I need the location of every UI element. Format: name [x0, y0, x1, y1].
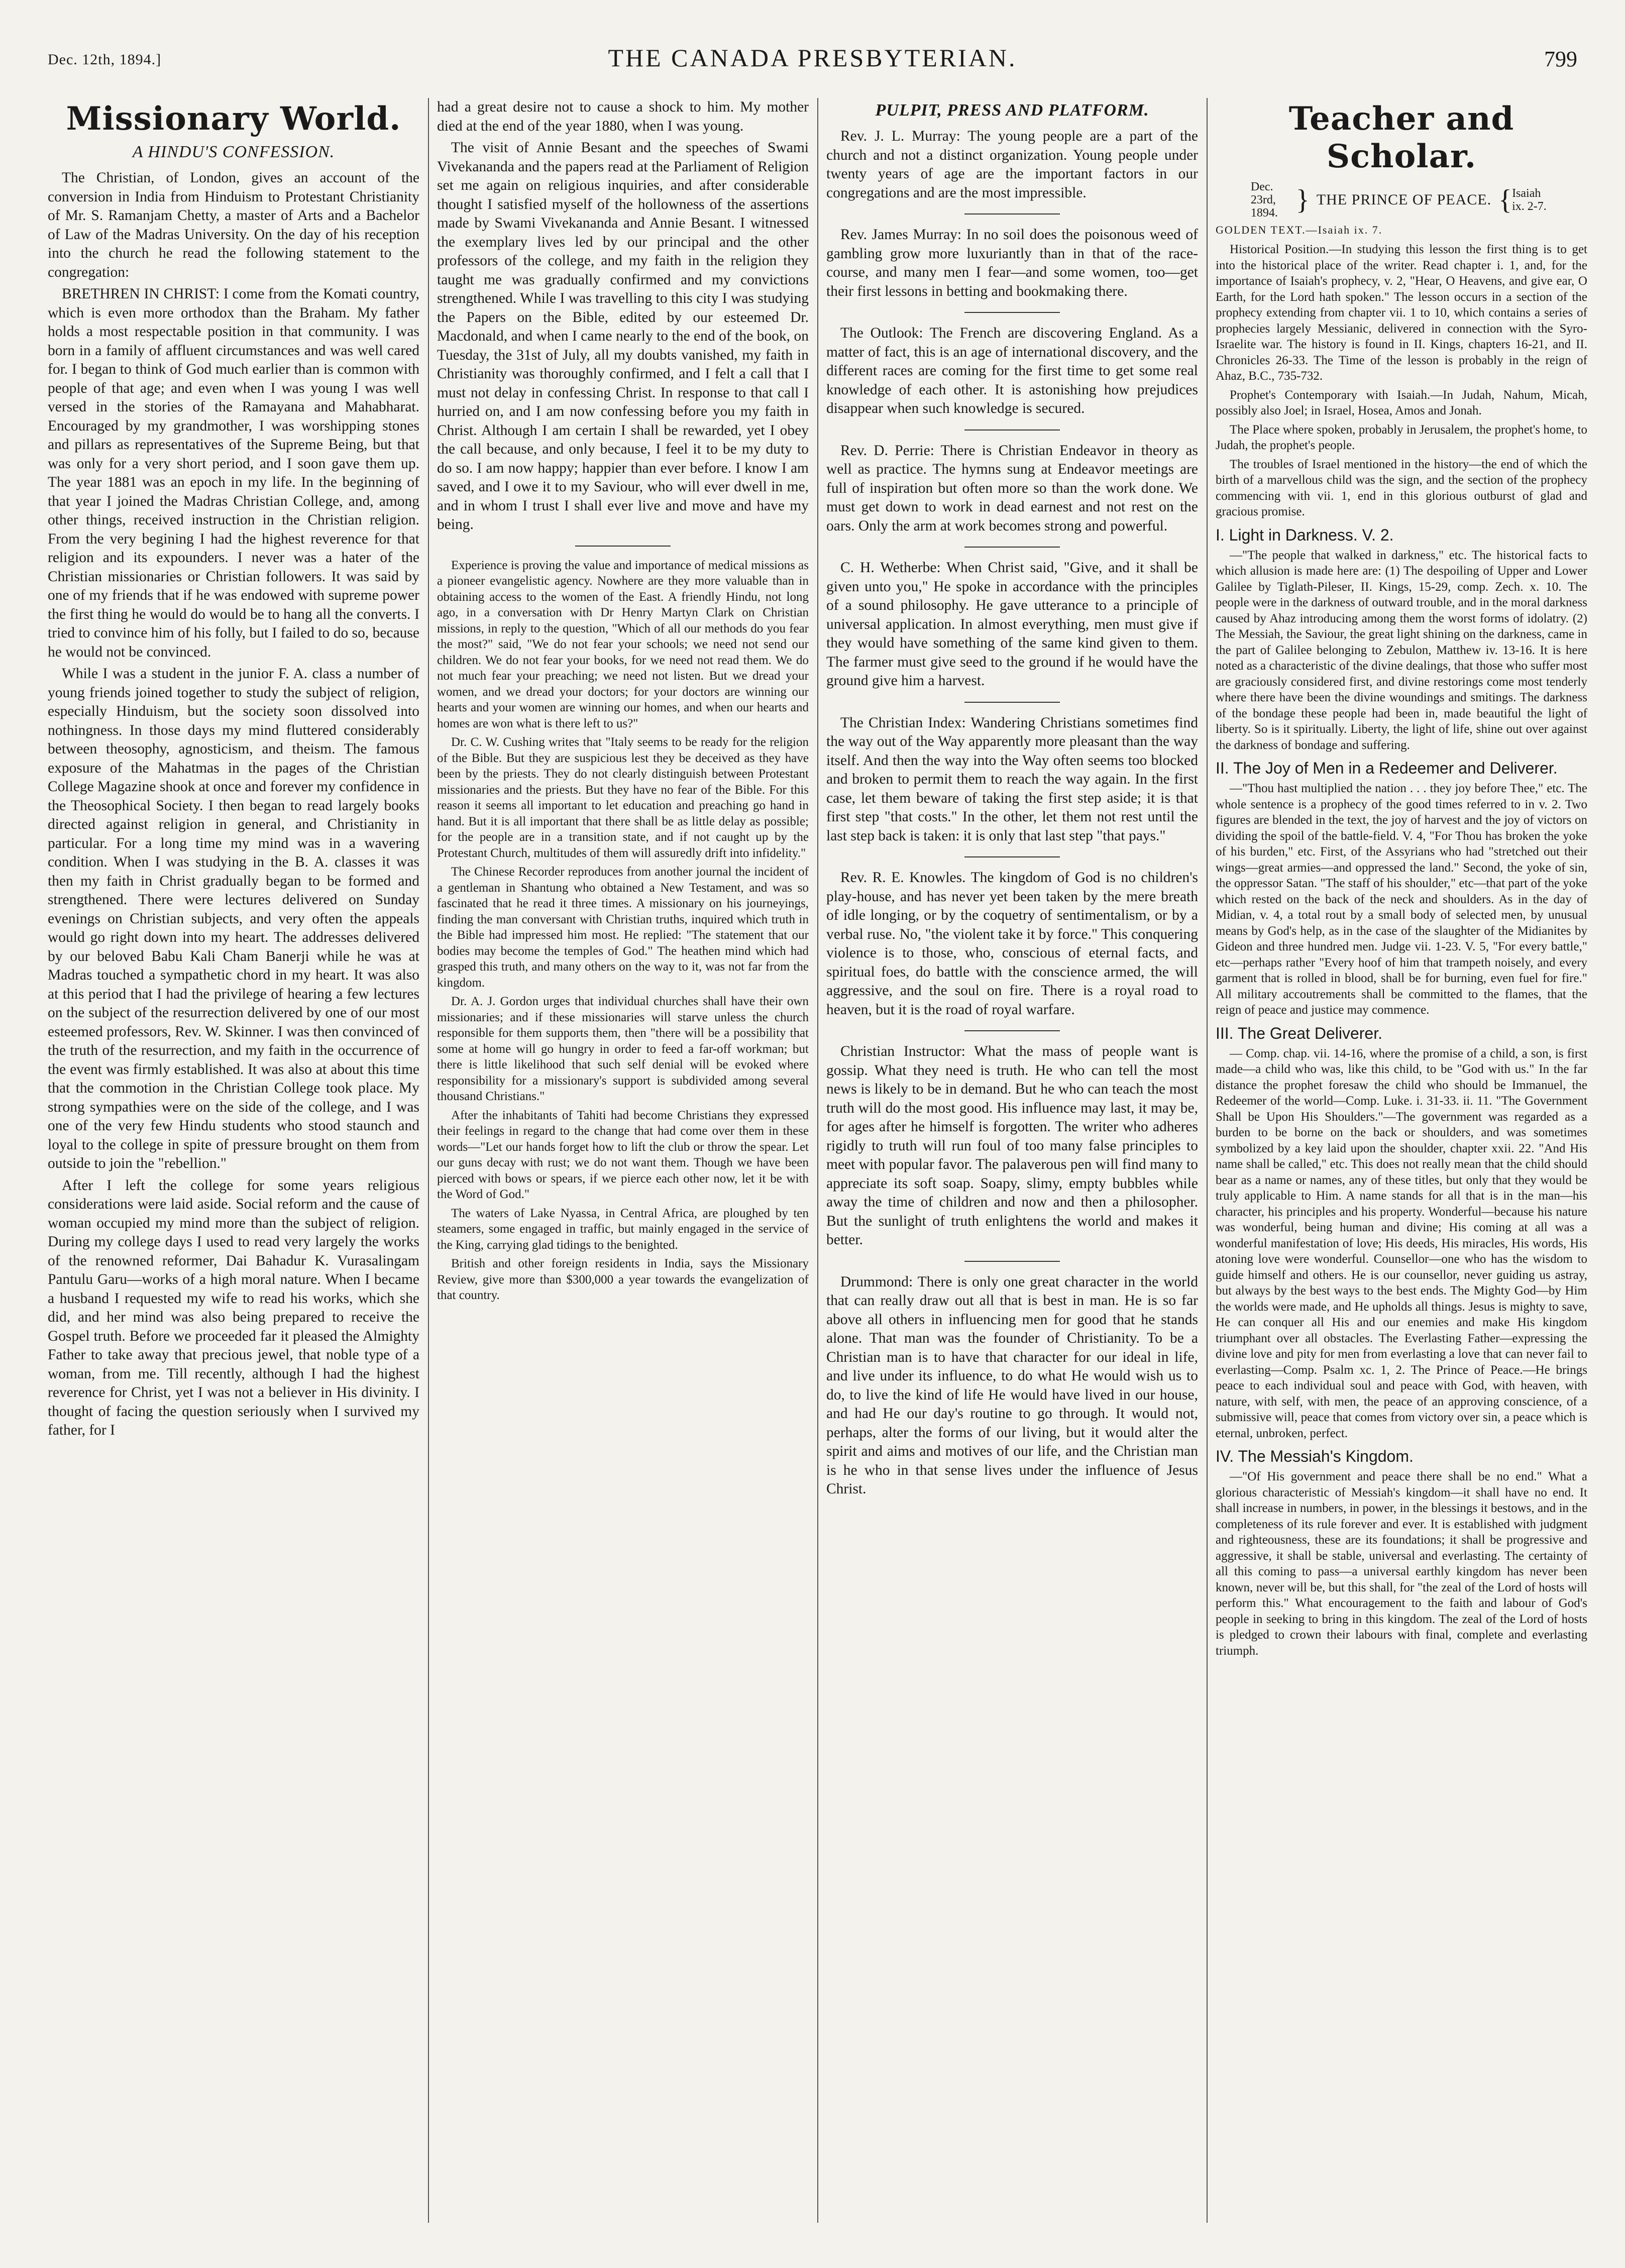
- column-pulpit-press-platform: [826, 98, 1198, 2233]
- section-title: Missionary World.: [66, 100, 401, 138]
- paragraph: While I was a student in the junior F. A. class a number of young friends joined together to study the subject of religion, especially Hinduism, but the society soon dissolved into nothingness. In those days my mind fluttered considerably between theosophy, agnosticism, and theism. The famous exposure of the Mahatmas in the pages of the Christian College Magazine shook at once and forever my confidence in the Theosophical Society. I then began to read largely books directed against religion in general, and Christianity in particular. For a long time my mind was in a wavering condition. When I was studying in the B. A. classes it was then my faith in Christ gradually began to be formed and strengthened. There were lectures delivered on Sunday evenings on Christian subjects, and very often the appeals would go right down into my heart. The addresses delivered by our beloved Babu Kali Cham Banerji while he was at Madras touched a sympathetic chord in my heart. It was also at this period that I had the privilege of hearing a few lectures on the subject of the resurrection delivered by one of our most esteemed professors, Rev. W. Skinner. I was then convinced of the truth of the resurrection, and my faith in the occurrence of the event was firmly established. It was also at about this time that the commotion in the Christian College took place. My strong sympathies were on the side of the college, and I was one of the very few Hindu students who stood staunch and loyal to the college in spite of pressure brought on them from outside to join the "rebellion.": [48, 666, 419, 1171]
- paragraph: Historical Position.—In studying this lesson the first thing is to get into the historical place of the writer. Read chapter i. 1, and, for the importance of Isaiah's prophecy, v. 2, "Hear, O Heavens, and give ear, O Earth, for the Lord hath spoken." The lesson occurs in a section of the prophecy extending from chapter vii. 1 to 10, which contains a series of prophecies largely Messianic, delivered in connection with the Syro-Israelite war. The history is found in II. Kings, chapters 16-21, and II. Chronicles 26-33. The Time of the lesson is probably in the reign of Ahaz, B.C., 735-732.: [1216, 243, 1587, 383]
- paragraph: — Comp. chap. vii. 14-16, where the promise of a child, a son, is first made—a child who was, like this child, to be "God with us." In the far distance the prophet foresaw the child who should be Immanuel, the Redeemer of the world—Comp. Luke. i. 31-33. ii. 11. "The Government Shall be Upon His Shoulders."—The government was regarded as a burden to be borne on the back or shoulders, and was sometimes symbolized by a key laid upon the shoulder, chapter xxii. 22. "And His name shall be called," etc. This does not really mean that the child should bear as a name or names, any of these titles, but only that they would be truly applicable to Him. A name stands for all that is in the man—his character, his principles and his property. Wonderful—because his nature was wonderful, being human and divine; His coming at all was a wonderful manifestation of love; His deeds, His miracles, His words, His atoning love were wonderful. Counsellor—one who has the wisdom to guide himself and others. He is our counsellor, never guiding us astray, but always by the best ways to the best ends. The Mighty God—by Him the worlds were made, and He upholds all things. Jesus is mighty to save, He can conquer all His and our enemies and make His kingdom triumphant over all obstacles. The Everlasting Father—expressing the divine love and pity for men from everlasting a love that can never fail to everlasting—Comp. Psalm xc. 1, 2. The Prince of Peace.—He brings peace to each individual soul and peace with God, with heaven, with nature, with self, with men, the peace of an approving conscience, of a submissive will, peace that comes from victory over sin, a peace which is eternal, unbroken, perfect.: [1216, 1046, 1587, 1440]
- paragraph: The Place where spoken, probably in Jerusalem, the prophet's home, to Judah, the prophet's people.: [1216, 422, 1587, 452]
- paragraph: The waters of Lake Nyassa, in Central Africa, are ploughed by ten steamers, some engaged in traffic, but mainly engaged in the service of the King, carrying glad tidings to the benighted.: [437, 1206, 809, 1252]
- separator: [964, 1261, 1060, 1262]
- golden-text: GOLDEN TEXT.—Isaiah ix. 7.: [1216, 224, 1383, 236]
- quote-item: Drummond: There is only one great character in the world that can really draw out all that is best in man. He is so far above all others in influencing men for good that he stands alone. That man was the founder of Christianity. To be a Christian man is to have that character for our ideal in life, and live under its influence, to do what He would wish us to do, to live the kind of life He would have lived in our house, and had He our day's routine to go through. It would not, perhaps, alter the forms of our living, but it would alter the spirit and aims and motives of our life, and the Christian man is he who in that sense lives under the influence of Jesus Christ.: [826, 1273, 1198, 1497]
- separator: [964, 213, 1060, 214]
- paragraph: had a great desire not to cause a shock to him. My mother died at the end of the year 1880, when I was young.: [437, 99, 809, 134]
- separator: [964, 429, 1060, 430]
- separator: [964, 702, 1060, 703]
- quote-item: The Christian Index: Wandering Christians sometimes find the way out of the Way apparently more pleasant than the way itself. And then the way into the Way often seems too blocked and broken to permit them to reach the way again. In the first case, let them beware of taking the first step aside; it is that first step "that costs." In the other, let them not rest until the last step back is taken: it is only that last step "that pays.": [826, 714, 1198, 844]
- separator: [964, 547, 1060, 548]
- paragraph: The Chinese Recorder reproduces from another journal the incident of a gentleman in Shantung who obtained a New Testament, and was so fascinated that he read it three times. A missionary on his journeyings, finding the man conversant with Christian truths, inquired which truth in the Bible had impressed him most. He replied: "The statement that our bodies may become the temples of God." The heathen mind which had grasped this truth, and many others on the way to it, was not far from the kingdom.: [437, 865, 809, 990]
- section-title: Teacher and Scholar.: [1288, 100, 1514, 175]
- column-rule: [428, 98, 429, 2223]
- paragraph: Prophet's Contemporary with Isaiah.—In Judah, Nahum, Micah, possibly also Joel; in Israel, Hosea, Amos and Jonah.: [1216, 388, 1587, 417]
- lesson-header: [1216, 180, 1587, 220]
- paragraph: The troubles of Israel mentioned in the history—the end of which the birth of a marvellous child was the sign, and the section of the prophecy commencing with vii. 1, end in this glorious outburst of glad and gracious promise.: [1216, 457, 1587, 518]
- column-teacher-scholar: [1216, 98, 1587, 2233]
- paragraph: British and other foreign residents in India, says the Missionary Review, give more than $300,000 a year towards the evangelization of that country.: [437, 1257, 809, 1302]
- paragraph: Experience is proving the value and importance of medical missions as a pioneer evangelistic agency. Nowhere are they more valuable than in obtaining access to the women of the East. A friendly Hindu, not long ago, in a conversation with Dr Henry Martyn Clark on Christian missions, in reply to the question, "Which of all our methods do you fear the most?" said, "We do not fear your schools; we need not send our children. We do not fear your books, for we need not read them. We do not much fear your preaching; we need not listen. But we dread your women, and we dread your doctors; for your doctors are winning our hearts and your women are winning our homes, and when our hearts and homes are won what is there left to us?": [437, 558, 809, 730]
- paragraph: The visit of Annie Besant and the speeches of Swami Vivekananda and the papers read at the Parliament of Religion set me again on religious inquiries, and after considerable thought I satisfied myself of the hollowness of the assertions made by Swami Vivekananda and Annie Besant. I witnessed the exemplary lives led by our principal and the other professors of the college, and my faith in the religion they taught me was gradually confirmed and my convictions strengthened. While I was travelling to this city I was studying the Papers on the Bible, edited by our esteemed Dr. Macdonald, and when I came nearly to the end of the book, on Tuesday, the 31st of July, all my doubts vanished, my faith in Christianity was thoroughly confirmed, and I felt a call that I must not delay in confessing Christ. In response to that call I hurried on, and I am now confessing before you my faith in Christ. Although I am certain I shall be rewarded, yet I obey the call because, and only because, I feel it to be my duty to do so. I am now happy; happier than ever before. I know I am saved, and I owe it to my Saviour, who will ever dwell in me, and in whom I trust I shall ever live and move and have my being.: [437, 140, 809, 532]
- subsection-title: I. Light in Darkness. V. 2.: [1216, 525, 1394, 544]
- separator: [964, 1030, 1060, 1031]
- lesson-title: THE PRINCE OF PEACE.: [1316, 191, 1492, 208]
- paragraph: —"Of His government and peace there shall be no end." What a glorious characteristic of Messiah's kingdom—it shall have no end. It shall increase in numbers, in power, in the blessings it bestows, and in the completeness of its rule forever and ever. It is established with judgment and righteousness, these are its foundations; it shall be progressive and aggressive, it shall be stable, universal and everlasting. The certainty of all this coming to pass—a universal earthly kingdom has never been known, never will be, but this shall, for "the zeal of the Lord of hosts will perform this." What encouragement to the faith and labour of God's people in seeking to bring in this kingdom. The zeal of the Lord of hosts is pledged to crown their labours with final, complete and everlasting triumph.: [1216, 1470, 1587, 1658]
- subsection-title: IV. The Messiah's Kingdom.: [1216, 1447, 1414, 1465]
- column-rule: [1207, 98, 1208, 2223]
- brace-icon: }: [1295, 184, 1310, 215]
- article-heading: A HINDU'S CONFESSION.: [132, 143, 335, 161]
- issue-date: Dec. 12th, 1894.]: [48, 51, 162, 68]
- lesson-date: Dec. 23rd, 1894.: [1250, 180, 1278, 220]
- subsection-title: III. The Great Deliverer.: [1216, 1024, 1382, 1042]
- quote-item: Rev. D. Perrie: There is Christian Endeavor in theory as well as practice. The hymns sung at Endeavor meetings are full of inspiration but often more so than the work done. We must get down to work in dead earnest and not rest on the oars. Only the arm at work becomes strong and powerful.: [826, 442, 1198, 534]
- newspaper-title: THE CANADA PRESBYTERIAN.: [608, 44, 1017, 72]
- column-rule: [817, 98, 818, 2223]
- paragraph: The Christian, of London, gives an account of the conversion in India from Hinduism to Protestant Christianity of Mr. S. Ramanjam Chetty, a master of Arts and a Bachelor of Law of the Madras University. On the day of his reception into the church he read the following statement to the congregation:: [48, 170, 419, 280]
- paragraph: —"The people that walked in darkness," etc. The historical facts to which allusion is made here are: (1) The despoiling of Upper and Lower Galilee by Tiglath-Pileser, II. Kings, 15-29, comp. Zech. x. 10. The people were in the darkness of outward trouble, and in the moral darkness caused by Ahaz introducing among them the worst forms of idolatry. (2) The Messiah, the Saviour, the great light shining on the darkness, came in the part of Galilee belonging to Zebulon, Matthew iv. 13-16. It is here noted as a characteristic of the divine dealings, that those who suffer most are graciously considered first, and divine restorings come most tenderly where there have been the divine woundings and smitings. The darkness of the bondage these people had been in, made beautiful the light of liberty. So is it spiritually. Liberty, the light of life, shine out over against the darkness of bondage and suffering.: [1216, 548, 1587, 752]
- lesson-reference: Isaiah ix. 2-7.: [1512, 187, 1547, 213]
- column-heading: PULPIT, PRESS AND PLATFORM.: [875, 101, 1149, 120]
- column-missionary-continued: [437, 98, 809, 2233]
- separator: [575, 546, 671, 547]
- quote-item: Rev. R. E. Knowles. The kingdom of God is no children's play-house, and has never yet been taken by the mere breath of idle longing, or by the coquetry of sentimentalism, or by a verbal ruse. No, "the violent take it by force." This conquering violence is to those, who, conscious of eternal facts, and spiritual foes, do battle with the conscience armed, the will aggressive, and the soul on fire. There is a royal road to heaven, but it is the road of royal warfare.: [826, 870, 1198, 1018]
- quote-item: Christian Instructor: What the mass of people want is gossip. What they need is truth. He who can tell the most news is likely to be in demand. But he who can teach the most truth will do the most good. His influence may last, it may be, for ages after he himself is forgotten. The writer who adheres rigidly to truth will run foul of too many false principles to meet with popular favor. The palaverous pen will find many to appreciate its soft soap. Soapy, slimy, empty bubbles while away the time of children and now and then a philosopher. But the sunlight of truth enlightens the world and makes it better.: [826, 1043, 1198, 1248]
- subsection-title: II. The Joy of Men in a Redeemer and Deliverer.: [1216, 759, 1558, 777]
- paragraph: Dr. A. J. Gordon urges that individual churches shall have their own missionaries; and if these missionaries will starve unless the church responsible for them supports them, then "there will be a possibility that some at home will go hungry in order to feed a far-off workman; but there is little likelihood that such self denial will be evoked where responsibility for a missionary's support is subdivided among several thousand Christians.": [437, 995, 809, 1103]
- page-number: 799: [1544, 47, 1577, 71]
- paragraph: —"Thou hast multiplied the nation . . . they joy before Thee," etc. The whole sentence is a prophecy of the good times referred to in v. 2. Two figures are blended in the text, the joy of harvest and the joy of victors on dividing the spoil of the battle-field. V. 4, "For Thou has broken the yoke of his burden," etc. First, of the Assyrians who had "stretched out their wings—great armies—and oppressed the land." Second, the yoke of sin, the oppressor Satan. "The staff of his shoulder," etc—that part of the yoke which rested on the back of the neck and shoulders. As in the day of Midian, v. 4, a total rout by a small body of selected men, by unusual means by God's help, as in the case of the slaughter of the Midianites by Gideon and three hundred men. Judge vii. 1-23. V. 5, "For every battle," etc—perhaps rather "Every hoof of him that trampeth noisely, and every garment that is rolled in blood, shall be for burning, even fuel for fire." All military accoutrements shall be committed to the flames, that the reign of peace and justice may commence.: [1216, 782, 1587, 1017]
- quote-item: C. H. Wetherbe: When Christ said, "Give, and it shall be given unto you," He spoke in accordance with the principles of a sound philosophy. He gave utterance to a principle of universal application. In almost everything, men must give if they would have something of the same kind given to them. The farmer must give seed to the ground if he would have the ground give him a harvest.: [826, 560, 1198, 689]
- column-missionary-world: [48, 98, 419, 2233]
- quote-item: Rev. James Murray: In no soil does the poisonous weed of gambling grow more luxuriantly than in that of the race-course, and many men I fear—and some women, too—get their first lessons in betting and bookmaking there.: [826, 227, 1198, 299]
- paragraph: Dr. C. W. Cushing writes that "Italy seems to be ready for the religion of the Bible. But they are suspicious lest they be deceived as they have been by the priests. They do not clearly distinguish between Protestant missionaries and the priests. But they have no fear of the Bible. For this reason it seems all important to let education and preaching go hand in hand. But it is all important that there shall be as little delay as possible; for the people are in a transition state, and if not caught up by the Protestant Church, multitudes of them will assuredly drift into infidelity.": [437, 735, 809, 860]
- separator: [964, 312, 1060, 313]
- masthead: [48, 40, 1577, 75]
- brace-icon: {: [1498, 184, 1512, 215]
- paragraph: After I left the college for some years religious considerations were laid aside. Social reform and the cause of woman occupied my mind more than the subject of religion. During my college days I used to read very largely the works of the renowned reformer, Dai Bahadur K. Vurasalingam Pantulu Garu—works of a high moral nature. When I became a husband I requested my wife to read his works, which she did, and her mind was also being prepared to receive the Gospel truth. Before we proceeded far it pleased the Almighty Father to take away that precious jewel, that noble type of a woman, from me. Till recently, although I had the highest reverence for Christ, yet I was not a believer in His divinity. I thought of facing the question seriously when I survived my father, for I: [48, 1177, 419, 1438]
- quote-item: The Outlook: The French are discovering England. As a matter of fact, this is an age of international discovery, and the different races are coming for the first time to get some real knowledge of each other. It is astonishing how prejudices disappear when such knowledge is secured.: [826, 325, 1198, 416]
- separator: [964, 856, 1060, 857]
- paragraph: After the inhabitants of Tahiti had become Christians they expressed their feelings in regard to the change that had come over them in these words—"Let our hands forget how to lift the club or throw the spear. Let our guns decay with rust; we do not want them. Though we have been pierced with bows or spears, if we pierce each other now, let it be with the Word of God.": [437, 1108, 809, 1201]
- quote-item: Rev. J. L. Murray: The young people are a part of the church and not a distinct organization. Young people under twenty years of age are the important factors in our congregations and are the most impressible.: [826, 128, 1198, 201]
- paragraph: BRETHREN IN CHRIST: I come from the Komati country, which is even more orthodox than the Braham. My father holds a most respectable position in that community. I was born in a family of affluent circumstances and was well cared for. I began to think of God much earlier than is common with people of that age; and even when I was young I was well versed in the stories of the Ramayana and Mahabharat. Encouraged by my grandmother, I was worshipping stones and pillars as representatives of the Supreme Being, but that was only for a very short period, and I soon gave them up. The year 1881 was an epoch in my life. In the beginning of that year I joined the Madras Christian College, and, among other things, received instruction in the Christian religion. From the very begining I had the highest reverence for that religion and its expounders. I never was a hater of the Christian missionaries or Christian followers. It was said by one of my friends that if he was endowed with supreme power the first thing he would do would be to hang all the converts. I tried to convince him of his folly, but I failed to do so, because he would not be convinced.: [48, 286, 419, 660]
